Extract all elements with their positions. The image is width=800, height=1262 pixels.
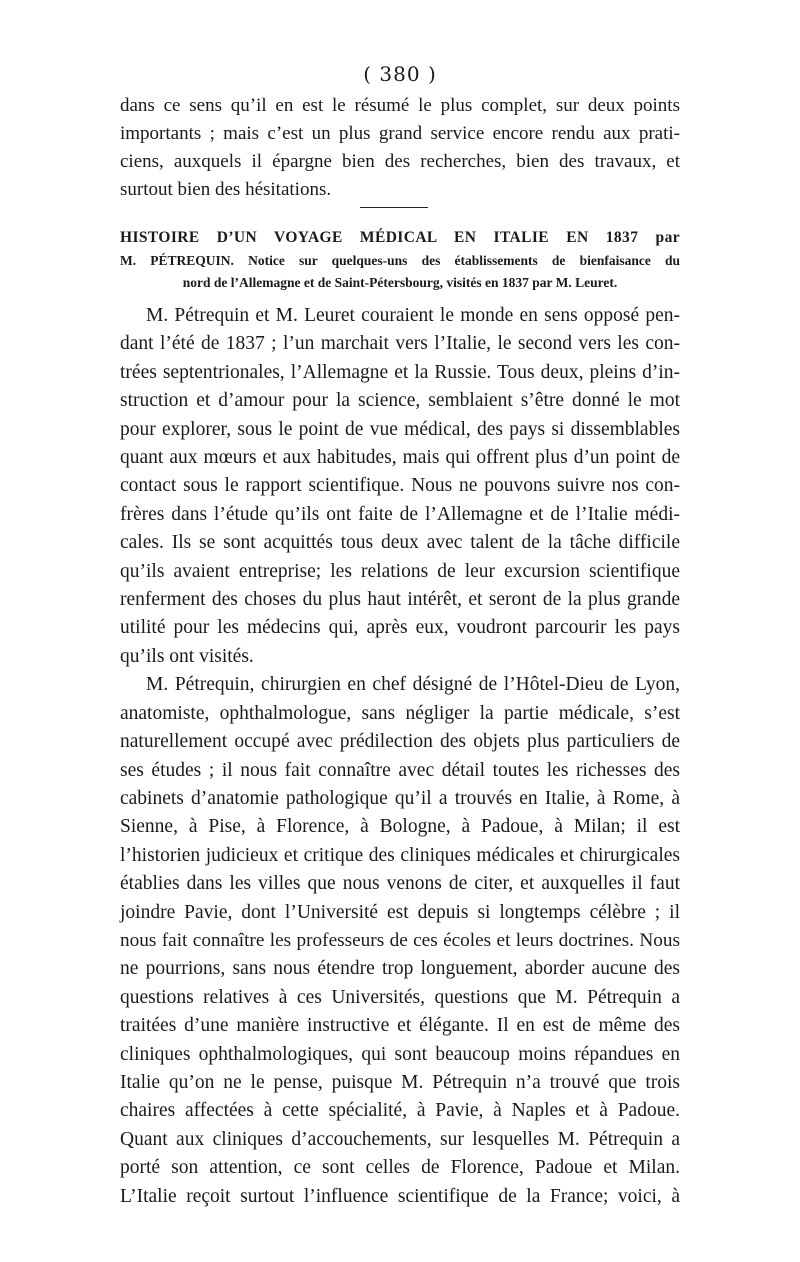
page-number: ( 380 ) [363,62,437,86]
text-line: Quant aux cliniques d’accouchements, sur lesquelles M. Pétrequin a [120,1128,680,1150]
text-line: renferment des choses du plus haut intérêt, et seront de la plus grande [120,589,680,611]
text-line: établies dans les villes que nous venons de citer, et auxquelles il faut [120,873,680,895]
text-line: qu’ils ont visités. [120,645,254,667]
text-line: cales. Ils se sont acquittés tous deux avec talent de la tâche difficile [120,532,680,554]
text-line: qu’ils avaient entreprise; les relations de leur excursion scientifique [120,560,680,582]
text-line: traitées d’une manière instructive et élégante. Il en est de même des [120,1015,680,1037]
text-line: struction et d’amour pour la science, semblaient s’être donné le mot [120,390,680,412]
text-line: quant aux mœurs et aux habitudes, mais qui offrent plus d’un point de [120,447,680,469]
text-line: ses études ; il nous fait connaître avec détail toutes les richesses des [120,759,680,781]
text-line: joindre Pavie, dont l’Université est depuis si longtemps célèbre ; il [120,901,680,923]
text-line: Sienne, à Pise, à Florence, à Bologne, à Padoue, à Milan; il est [120,816,680,838]
text-line: l’historien judicieux et critique des cliniques médicales et chirurgicales [120,844,680,866]
text-line: ciens, auxquels il épargne bien des recherches, bien des travaux, et [120,151,680,172]
text-line: anatomiste, ophthalmologue, sans négliger la partie médicale, s’est [120,702,680,724]
heading-line: nord de l’Allemagne et de Saint-Pétersbourg, visités en 1837 par M. Leuret. [182,275,618,290]
text-line: questions relatives à ces Universités, questions que M. Pétrequin a [120,986,680,1008]
text-line: contact sous le rapport scientifique. Nous ne pouvons suivre nos con- [120,475,680,497]
text-line: dans ce sens qu’il en est le résumé le plus complet, sur deux points [120,95,680,116]
text-line: cliniques ophthalmologiques, qui sont beaucoup moins répandues en [120,1043,680,1065]
text-line: pour explorer, sous le point de vue médical, des pays si dissemblables [120,418,680,440]
text-line: utilité pour les médecins qui, après eux, voudront parcourir les pays [120,617,680,639]
text-line: M. Pétrequin et M. Leuret couraient le monde en sens opposé pen- [146,305,680,326]
text-line: Italie qu’on ne le pense, puisque M. Pétrequin n’a trouvé que trois [120,1071,680,1093]
article-body [120,302,680,1211]
heading-line: HISTOIRE D’UN VOYAGE MÉDICAL EN ITALIE EN 1837 par [120,229,680,246]
text-line: ne pourrions, sans nous étendre trop longuement, aborder aucune des [120,958,680,980]
text-line: L’Italie reçoit surtout l’influence scientifique de la France; voici, à [120,1185,680,1207]
text-line: dant l’été de 1837 ; l’un marchait vers l’Italie, le second vers les con- [120,333,680,355]
section-divider [360,207,428,208]
article-heading [120,226,680,294]
text-line: chaires affectées à cette spécialité, à Pavie, à Naples et à Padoue. [120,1100,680,1122]
text-line: porté son attention, ce sont celles de Florence, Padoue et Milan. [120,1157,680,1179]
heading-line: M. PÉTREQUIN. Notice sur quelques-uns des établissements de bienfaisance du [120,253,680,268]
text-line: nous fait connaître les professeurs de ces écoles et leurs doctrines. Nous [120,929,680,951]
text-line: importants ; mais c’est un plus grand service encore rendu aux prati- [120,123,680,144]
text-line: naturellement occupé avec prédilection des objets plus particuliers de [120,731,680,753]
text-line: frères dans l’étude qu’ils ont faite de l’Allemagne et de l’Italie médi- [120,503,680,525]
text-line: M. Pétrequin, chirurgien en chef désigné de l’Hôtel-Dieu de Lyon, [146,674,680,696]
text-line: surtout bien des hésitations. [120,179,332,200]
text-line: cabinets d’anatomie pathologique qu’il a trouvés en Italie, à Rome, à [120,787,680,809]
text-line: trées septentrionales, l’Allemagne et la Russie. Tous deux, pleins d’in- [120,361,680,383]
carryover-paragraph [120,92,680,204]
